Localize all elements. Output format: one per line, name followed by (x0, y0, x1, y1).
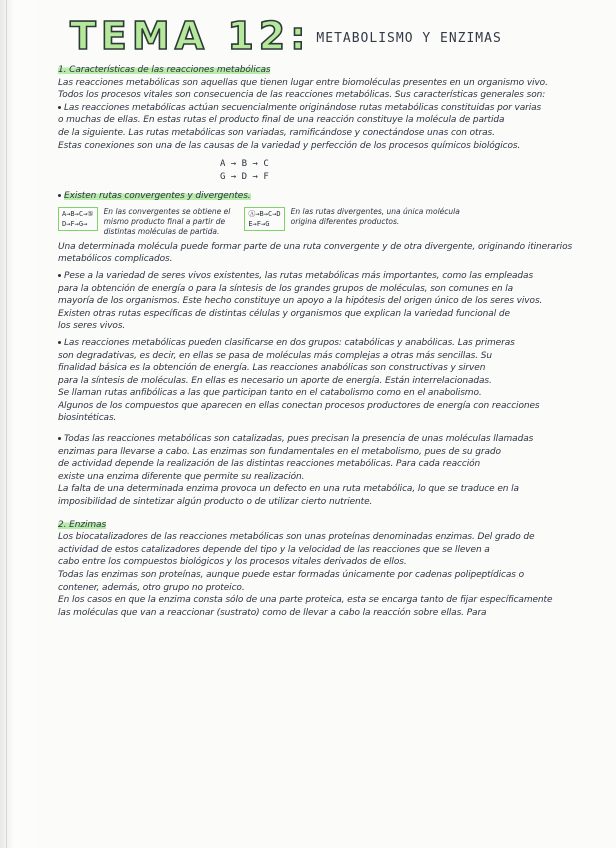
title-block (70, 16, 502, 56)
section-1-heading: 1. Características de las reacciones metabólicas (58, 65, 271, 75)
route-types (58, 207, 612, 237)
text-line: Algunos de los compuestos que aparecen en ellas conectan procesos productores de energía con reacciones (58, 400, 540, 411)
text-line: imposibilidad de sintetizar algún producto o de utilizar cierto nutriente. (58, 497, 373, 508)
text-line: las moléculas que van a reaccionar (sustrato) como de llevar a cabo la reacción sobre ellas. Para (58, 607, 487, 618)
bullet-line: Las reacciones metabólicas actúan secuencialmente originándose rutas metabólicas constituidas por varias (58, 102, 612, 115)
text-line: La falta de una determinada enzima provoca un defecto en una ruta metabólica, lo que se traduce en la (58, 484, 519, 495)
text-line: de la siguiente. Las rutas metabólicas son variadas, ramificándose y conectándose unas con otras. (58, 127, 495, 138)
divergent-scheme: Ⓐ→B→C→D E→F→G (244, 207, 284, 231)
convergent-description: En las convergentes se obtiene el mismo producto final a partir de distintas moléculas de partida. (103, 206, 231, 236)
text-line: los seres vivos. (58, 321, 126, 332)
text-line: Existen otras rutas específicas de distintas células y organismos que explican la variedad funcional de (58, 308, 510, 319)
route-scheme (220, 158, 612, 184)
page-margin-binding (6, 0, 15, 848)
text-line: son degradativas, es decir, en ellas se pasa de moléculas más complejas a otras más sencillas. Su (58, 350, 492, 361)
text-line: Todos los procesos vitales son consecuencia de las reacciones metabólicas. Sus características generales son: (58, 90, 546, 101)
text-line: Los biocatalizadores de las reacciones metabólicas son unas proteínas denominadas enzimas. Del grado de (58, 532, 535, 543)
text-line: existe una enzima diferente que permite su realización. (58, 471, 305, 482)
text-line: Todas las enzimas son proteínas, aunque puede estar formadas únicamente por cadenas polipeptídicas o (58, 570, 524, 580)
scheme-row: A → B → C (220, 159, 269, 170)
text-line: finalidad básica es la obtención de energía. Las reacciones anabólicas son constructivas y sirven (58, 363, 486, 374)
text-line: En los casos en que la enzima consta sólo de una parte proteica, esta se encarga tanto de fijar específicamente (58, 595, 553, 606)
text-line: biosintéticas. (58, 413, 117, 424)
page-subtitle: METABOLISMO Y ENZIMAS (316, 31, 502, 46)
text-line: Una determinada molécula puede formar parte de una ruta convergente y de otra divergente, originando itinerarios (58, 241, 573, 252)
text-line: enzimas para llevarse a cabo. Las enzimas son fundamentales en el metabolismo, pues de su grado (58, 446, 501, 457)
convergent-scheme: A→B→C→⑤ D→F→G→ (58, 207, 98, 231)
page-title: TEMA 12: (70, 14, 311, 58)
bullet-heading: Existen rutas convergentes y divergentes. (58, 190, 612, 203)
text-line: metabólicos complicados. (58, 254, 173, 265)
text-line: Estas conexiones son una de las causas de la variedad y perfección de los procesos químicos biológicos. (58, 140, 521, 151)
bullet-line: Las reacciones metabólicas pueden clasificarse en dos grupos: catabólicas y anabólicas. Las primeras (58, 337, 612, 350)
text-line: mayoría de los organismos. Este hecho constituye un apoyo a la hipótesis del origen único de los seres vivos. (58, 296, 543, 307)
text-line: de actividad depende la realización de las distintas reacciones metabólicas. Para cada reacción (58, 459, 481, 470)
bullet-line: Pese a la variedad de seres vivos existentes, las rutas metabólicas más importantes, como las empleadas (58, 270, 612, 283)
notes-body (58, 62, 612, 619)
text-line: Se llaman rutas anfibólicas a las que participan tanto en el catabolismo como en el anabolismo. (58, 388, 482, 399)
text-line: actividad de estos catalizadores depende del tipo y la velocidad de las reacciones que se lleven a (58, 544, 490, 555)
divergent-description: En las rutas divergentes, una única molécula origina diferentes productos. (290, 206, 460, 226)
text-line: para la obtención de energía o para la síntesis de los grandes grupos de moléculas, son comunes en la (58, 283, 514, 294)
section-2-heading: 2. Enzimas (58, 519, 107, 530)
text-line: cabo entre los compuestos biológicos y los procesos vitales derivados de ellos. (58, 557, 407, 568)
text-line: o muchas de ellas. En estas rutas el producto final de una reacción constituye la molécula de partida (58, 115, 505, 126)
text-line: contener, además, otro grupo no proteico. (58, 582, 245, 593)
bullet-line: Todas las reacciones metabólicas son catalizadas, pues precisan la presencia de unas moléculas llamadas (58, 433, 612, 446)
text-line: Las reacciones metabólicas son aquellas que tienen lugar entre biomoléculas presentes en un organismo vivo. (58, 77, 548, 88)
scheme-row: G → D → F (220, 172, 269, 183)
text-line: para la síntesis de moléculas. En ellas es necesario un aporte de energía. Están interrelacionadas. (58, 375, 492, 386)
